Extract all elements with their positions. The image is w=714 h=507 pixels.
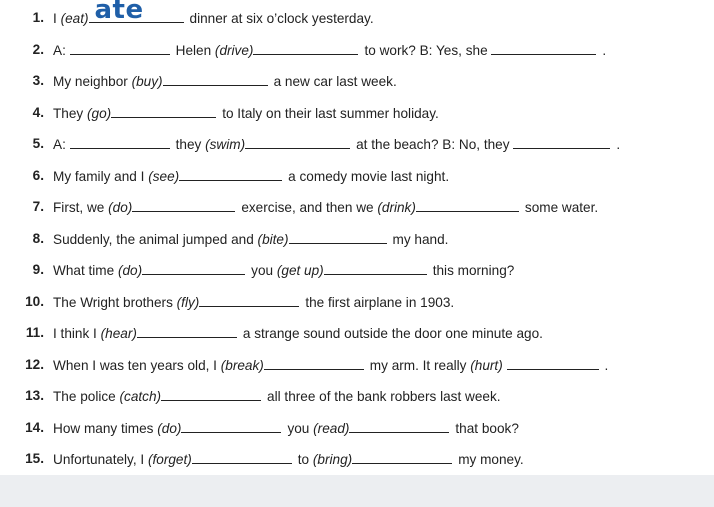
- item-number: 15.: [25, 451, 44, 466]
- answer-blank[interactable]: [70, 39, 170, 55]
- exercise-item: [0, 322, 714, 344]
- item-sentence: [53, 385, 501, 408]
- answer-blank[interactable]: [179, 165, 282, 181]
- exercise-item: [0, 102, 714, 124]
- answer-blank[interactable]: [245, 133, 350, 149]
- item-sentence: [53, 0, 374, 30]
- sentence-text: that book?: [455, 420, 519, 436]
- answer-blank[interactable]: [352, 448, 452, 464]
- sentence-text: The police: [53, 389, 120, 404]
- verb-hint: (eat): [60, 11, 89, 26]
- answer-blank[interactable]: [70, 133, 170, 149]
- sentence-text: .: [602, 42, 607, 58]
- sentence-text: you: [287, 420, 314, 436]
- answer-blank[interactable]: [142, 259, 245, 275]
- answer-blank[interactable]: [349, 417, 449, 433]
- item-number: 12.: [25, 356, 44, 372]
- exercise-item: [0, 70, 714, 92]
- exercise-item: [0, 448, 714, 470]
- verb-hint: (drive): [214, 42, 254, 58]
- item-sentence: [53, 448, 524, 471]
- item-number: 1.: [32, 10, 44, 25]
- answer-blank[interactable]: [507, 354, 599, 370]
- verb-hint: (hear): [100, 326, 137, 341]
- exercise-item: [0, 417, 714, 439]
- item-number: 2.: [32, 41, 44, 57]
- item-number: 14.: [25, 419, 44, 435]
- sentence-text: to work? B: Yes, she: [364, 42, 492, 58]
- sentence-text: I think I: [53, 326, 101, 341]
- answer-blank[interactable]: [161, 385, 261, 401]
- item-number: 4.: [32, 104, 44, 120]
- answer-blank[interactable]: [491, 39, 596, 55]
- item-number: 11.: [25, 325, 44, 340]
- exercise-item: [0, 0, 714, 29]
- sentence-text: some water.: [524, 200, 599, 215]
- item-number: 5.: [32, 136, 44, 151]
- answer-blank[interactable]: [416, 196, 519, 212]
- exercise-item: [0, 259, 714, 281]
- verb-hint: (go): [87, 105, 112, 121]
- sentence-text: at the beach? B: No, they: [356, 137, 514, 152]
- sentence-text: exercise, and then we: [241, 200, 378, 215]
- answer-blank[interactable]: [264, 354, 364, 370]
- sentence-text: Unfortunately, I: [53, 452, 148, 467]
- sentence-text: they: [175, 137, 206, 152]
- sentence-text: What time: [53, 263, 118, 278]
- exercise-item: [0, 385, 714, 407]
- sentence-text: a new car last week.: [273, 74, 397, 89]
- item-sentence: [53, 291, 454, 314]
- item-number: 6.: [32, 167, 44, 183]
- sentence-text: First, we: [53, 200, 109, 215]
- sentence-text: the first airplane in 1903.: [305, 294, 455, 310]
- verb-hint: (buy): [131, 74, 163, 89]
- item-number: 8.: [32, 230, 44, 246]
- item-sentence: [53, 259, 514, 282]
- sentence-text: When I was ten years old, I: [53, 357, 221, 373]
- verb-hint: (do): [117, 263, 143, 278]
- verb-hint: (forget): [147, 452, 192, 467]
- item-sentence: [53, 39, 606, 62]
- verb-hint: (catch): [119, 389, 162, 404]
- verb-hint: (drink): [377, 200, 416, 215]
- sentence-text: How many times: [53, 420, 158, 436]
- item-sentence: [53, 70, 397, 93]
- answer-blank[interactable]: [513, 133, 610, 149]
- item-number: 9.: [32, 262, 44, 277]
- verb-hint: (break): [220, 357, 264, 373]
- sentence-text: Suddenly, the animal jumped and: [53, 231, 258, 247]
- verb-hint: (swim): [205, 137, 246, 152]
- exercise-item: [0, 228, 714, 250]
- answer-blank[interactable]: [253, 39, 358, 55]
- exercise-item: [0, 354, 714, 376]
- sentence-text: A:: [53, 42, 70, 58]
- sentence-text: They: [53, 105, 87, 121]
- item-sentence: [53, 102, 439, 125]
- sentence-text: my hand.: [392, 231, 449, 247]
- sentence-text: this morning?: [432, 263, 515, 278]
- answer-blank[interactable]: [289, 228, 387, 244]
- sentence-text: Helen: [175, 42, 215, 58]
- verb-hint: (hurt): [470, 357, 503, 373]
- verb-hint: (get up): [276, 263, 324, 278]
- sentence-text: My family and I: [53, 168, 149, 184]
- item-sentence: [53, 165, 449, 188]
- sentence-text: my arm. It really: [369, 357, 471, 373]
- verb-hint: (read): [313, 420, 350, 436]
- verb-hint: (fly): [176, 294, 200, 310]
- answer-blank[interactable]: [111, 102, 216, 118]
- verb-hint: (do): [108, 200, 133, 215]
- sentence-text: my money.: [458, 452, 524, 467]
- item-sentence: [53, 133, 620, 156]
- verb-hint: (see): [148, 168, 180, 184]
- sentence-text: a strange sound outside the door one minute ago.: [242, 326, 543, 341]
- item-sentence: [53, 322, 543, 345]
- answer-blank[interactable]: [324, 259, 427, 275]
- item-number: 10.: [25, 293, 44, 309]
- sentence-text: The Wright brothers: [53, 294, 177, 310]
- answer-blank[interactable]: [132, 196, 235, 212]
- exercise-item: [0, 133, 714, 155]
- sentence-text: to: [297, 452, 313, 467]
- sentence-text: all three of the bank robbers last week.: [267, 389, 501, 404]
- page-footer-band: [0, 475, 714, 507]
- handwritten-answer: ate: [94, 0, 144, 25]
- exercise-item: [0, 196, 714, 218]
- item-sentence: [53, 417, 519, 440]
- exercise-item: [0, 39, 714, 61]
- sentence-text: .: [604, 357, 609, 373]
- exercise-item: [0, 165, 714, 187]
- item-sentence: [53, 354, 608, 377]
- sentence-text: you: [251, 263, 277, 278]
- answer-blank[interactable]: [89, 0, 184, 25]
- item-number: 7.: [32, 199, 44, 214]
- item-number: 13.: [25, 388, 44, 403]
- sentence-text: dinner at six o’clock yesterday.: [189, 11, 374, 26]
- sentence-text: a comedy movie last night.: [288, 168, 450, 184]
- answer-blank[interactable]: [199, 291, 299, 307]
- sentence-text: I: [53, 11, 61, 26]
- sentence-text: .: [616, 137, 621, 152]
- answer-blank[interactable]: [163, 70, 268, 86]
- exercise-item: [0, 291, 714, 313]
- sentence-text: My neighbor: [53, 74, 132, 89]
- sentence-text: to Italy on their last summer holiday.: [222, 105, 439, 121]
- sentence-text: A:: [53, 137, 70, 152]
- item-number: 3.: [32, 73, 44, 88]
- answer-blank[interactable]: [181, 417, 281, 433]
- item-sentence: [53, 228, 448, 251]
- verb-hint: (bite): [257, 231, 289, 247]
- answer-blank[interactable]: [137, 322, 237, 338]
- answer-blank[interactable]: [192, 448, 292, 464]
- verb-hint: (do): [157, 420, 182, 436]
- verb-hint: (bring): [312, 452, 353, 467]
- item-sentence: [53, 196, 598, 219]
